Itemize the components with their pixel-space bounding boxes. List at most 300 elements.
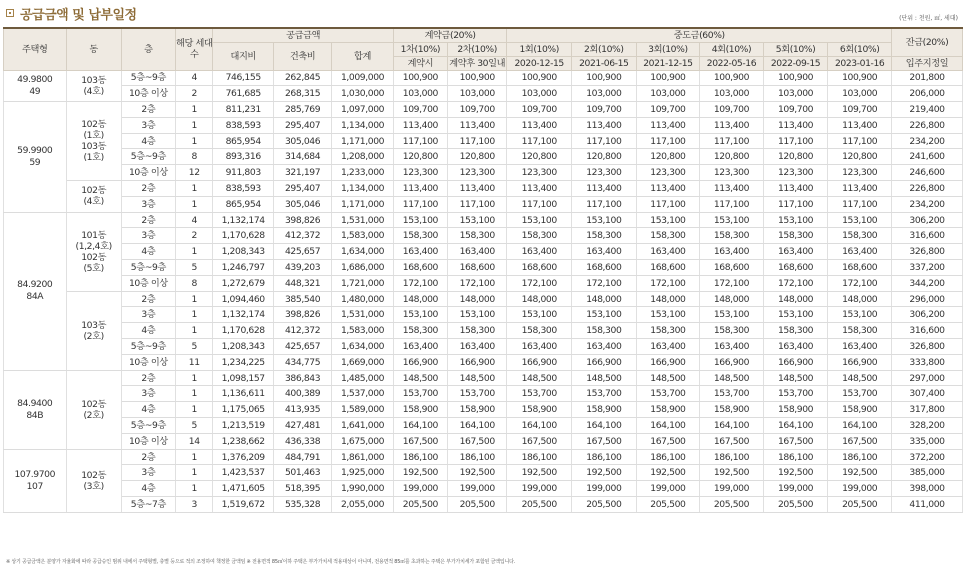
cell-middle5: 172,100 [763,275,828,291]
cell-total: 1,134,000 [332,181,394,197]
cell-total: 1,641,000 [332,418,394,434]
cell-building: 425,657 [273,339,331,355]
cell-households: 1 [175,323,213,339]
table-row [4,196,963,212]
cell-middle4: 120,800 [700,149,764,165]
cell-total: 1,669,000 [332,354,394,370]
cell-middle5: 158,900 [763,402,828,418]
cell-middle4: 109,700 [700,102,764,118]
cell-middle6: 123,300 [828,165,892,181]
cell-balance: 297,000 [892,370,963,386]
cell-middle2: 113,400 [572,181,637,197]
cell-floor: 2층 [121,102,175,118]
cell-deposit2: 100,900 [447,70,506,86]
cell-middle2: 100,900 [572,70,637,86]
cell-floor: 2층 [121,291,175,307]
cell-households: 1 [175,244,213,260]
cell-middle6: 117,100 [828,133,892,149]
cell-middle5: 158,300 [763,323,828,339]
cell-households: 1 [175,307,213,323]
cell-middle4: 117,100 [700,133,764,149]
cell-deposit1: 117,100 [393,133,447,149]
cell-middle2: 199,000 [572,481,637,497]
cell-deposit1: 113,400 [393,181,447,197]
cell-building: 434,775 [273,354,331,370]
table-row [4,354,963,370]
header-d3: 2021-12-15 [636,56,700,70]
cell-middle5: 168,600 [763,260,828,276]
table-row [4,181,963,197]
cell-total: 1,480,000 [332,291,394,307]
cell-deposit1: 163,400 [393,339,447,355]
cell-total: 1,925,000 [332,465,394,481]
cell-middle1: 153,100 [507,307,572,323]
cell-middle4: 148,000 [700,291,764,307]
header-m2: 2회(10%) [572,42,637,56]
cell-middle5: 120,800 [763,149,828,165]
cell-middle1: 163,400 [507,339,572,355]
cell-middle3: 192,500 [636,465,700,481]
cell-middle1: 103,000 [507,86,572,102]
header-type: 주택형 [4,28,67,70]
cell-middle1: 158,300 [507,323,572,339]
cell-deposit1: 186,100 [393,449,447,465]
cell-middle2: 167,500 [572,433,637,449]
cell-middle2: 158,300 [572,323,637,339]
cell-deposit2: 167,500 [447,433,506,449]
cell-total: 1,030,000 [332,86,394,102]
cell-middle4: 117,100 [700,196,764,212]
cell-deposit1: 109,700 [393,102,447,118]
cell-land: 811,231 [213,102,273,118]
table-row [4,418,963,434]
table-row [4,275,963,291]
table-row [4,117,963,133]
table-row [4,228,963,244]
table-row [4,291,963,307]
cell-middle1: 192,500 [507,465,572,481]
cell-middle1: 153,700 [507,386,572,402]
cell-middle6: 120,800 [828,149,892,165]
cell-land: 1,208,343 [213,244,273,260]
cell-households: 1 [175,465,213,481]
cell-middle6: 163,400 [828,339,892,355]
cell-building: 268,315 [273,86,331,102]
cell-dong: 103동 (2호) [66,291,121,370]
cell-deposit2: 168,600 [447,260,506,276]
cell-deposit1: 100,900 [393,70,447,86]
cell-building: 425,657 [273,244,331,260]
cell-total: 1,583,000 [332,323,394,339]
cell-households: 4 [175,70,213,86]
cell-deposit2: 117,100 [447,196,506,212]
header-deposit1: 1차(10%) [393,42,447,56]
cell-floor: 2층 [121,370,175,386]
cell-middle1: 100,900 [507,70,572,86]
cell-deposit1: 192,500 [393,465,447,481]
cell-building: 321,197 [273,165,331,181]
cell-middle4: 192,500 [700,465,764,481]
cell-deposit1: 148,000 [393,291,447,307]
cell-middle2: 120,800 [572,149,637,165]
cell-land: 1,272,679 [213,275,273,291]
cell-middle3: 168,600 [636,260,700,276]
page-title: 공급금액 및 납부일정 [20,8,137,23]
cell-type: 84.9400 84B [4,370,67,449]
cell-balance: 206,000 [892,86,963,102]
cell-land: 746,155 [213,70,273,86]
cell-middle5: 166,900 [763,354,828,370]
cell-total: 1,134,000 [332,117,394,133]
cell-building: 535,328 [273,497,331,513]
cell-middle1: 167,500 [507,433,572,449]
cell-households: 1 [175,196,213,212]
cell-middle4: 167,500 [700,433,764,449]
table-row [4,133,963,149]
header-m5: 5회(10%) [763,42,828,56]
table-row [4,149,963,165]
supply-price-table [3,27,963,513]
cell-building: 398,826 [273,307,331,323]
cell-total: 1,990,000 [332,481,394,497]
cell-balance: 246,600 [892,165,963,181]
cell-land: 1,208,343 [213,339,273,355]
cell-households: 2 [175,86,213,102]
cell-floor: 10층 이상 [121,354,175,370]
cell-land: 838,593 [213,117,273,133]
cell-middle2: 103,000 [572,86,637,102]
cell-balance: 326,800 [892,339,963,355]
table-row [4,70,963,86]
cell-middle2: 163,400 [572,339,637,355]
cell-deposit2: 163,400 [447,244,506,260]
cell-middle5: 113,400 [763,117,828,133]
header-m4: 4회(10%) [700,42,764,56]
cell-deposit1: 205,500 [393,497,447,513]
cell-middle2: 153,700 [572,386,637,402]
cell-households: 3 [175,497,213,513]
cell-middle3: 148,500 [636,370,700,386]
cell-middle3: 158,900 [636,402,700,418]
cell-deposit1: 113,400 [393,117,447,133]
cell-middle3: 120,800 [636,149,700,165]
cell-floor: 4층 [121,323,175,339]
cell-middle5: 163,400 [763,339,828,355]
footnote: ※ 상기 공급금액은 분양가 자율화에 따라 공급승인 범위 내에서 주택형별, 층별 등으로 적의 조정하여 책정한 금액임 ※ 전용면적 85㎡이하 주택은 부가가치세 적용대상이 아니며, 전용면적 85㎡를 초과하는 주택은 부가가치세가 포함된 금액입니다. [6,559,516,565]
cell-floor: 3층 [121,465,175,481]
cell-land: 1,519,672 [213,497,273,513]
cell-middle4: 164,100 [700,418,764,434]
cell-middle2: 172,100 [572,275,637,291]
cell-total: 1,721,000 [332,275,394,291]
cell-deposit1: 153,100 [393,307,447,323]
cell-balance: 234,200 [892,133,963,149]
cell-middle1: 158,300 [507,228,572,244]
header-building: 건축비 [273,42,331,70]
cell-building: 412,372 [273,323,331,339]
cell-middle4: 153,100 [700,212,764,228]
cell-households: 5 [175,260,213,276]
cell-balance: 316,600 [892,323,963,339]
table-row [4,370,963,386]
cell-households: 4 [175,212,213,228]
cell-deposit2: 172,100 [447,275,506,291]
cell-middle4: 113,400 [700,117,764,133]
cell-floor: 3층 [121,117,175,133]
cell-middle6: 148,000 [828,291,892,307]
cell-middle2: 163,400 [572,244,637,260]
table-row [4,165,963,181]
cell-middle3: 186,100 [636,449,700,465]
cell-middle3: 158,300 [636,228,700,244]
cell-dong: 103동 (4호) [66,70,121,102]
cell-floor: 10층 이상 [121,275,175,291]
cell-middle3: 199,000 [636,481,700,497]
cell-middle5: 117,100 [763,196,828,212]
cell-deposit2: 199,000 [447,481,506,497]
cell-middle3: 153,100 [636,212,700,228]
cell-middle5: 153,100 [763,212,828,228]
cell-middle3: 100,900 [636,70,700,86]
cell-floor: 4층 [121,481,175,497]
table-row [4,260,963,276]
cell-building: 295,407 [273,117,331,133]
cell-middle1: 113,400 [507,117,572,133]
cell-deposit2: 163,400 [447,339,506,355]
cell-middle2: 109,700 [572,102,637,118]
cell-middle6: 166,900 [828,354,892,370]
cell-total: 1,686,000 [332,260,394,276]
cell-households: 1 [175,117,213,133]
table-row [4,433,963,449]
cell-land: 1,376,209 [213,449,273,465]
cell-land: 838,593 [213,181,273,197]
cell-middle1: 117,100 [507,196,572,212]
cell-middle5: 192,500 [763,465,828,481]
cell-middle6: 100,900 [828,70,892,86]
header-d5: 2022-09-15 [763,56,828,70]
cell-middle4: 166,900 [700,354,764,370]
cell-dong: 102동 (2호) [66,370,121,449]
cell-land: 911,803 [213,165,273,181]
cell-households: 12 [175,165,213,181]
header-m6: 6회(10%) [828,42,892,56]
cell-land: 1,238,662 [213,433,273,449]
cell-balance: 316,600 [892,228,963,244]
square-bullet-icon [6,9,14,17]
cell-deposit2: 205,500 [447,497,506,513]
cell-households: 1 [175,449,213,465]
header-m1: 1회(10%) [507,42,572,56]
cell-deposit2: 166,900 [447,354,506,370]
cell-total: 1,485,000 [332,370,394,386]
cell-middle3: 153,700 [636,386,700,402]
cell-middle3: 117,100 [636,196,700,212]
cell-middle3: 163,400 [636,339,700,355]
cell-middle1: 148,500 [507,370,572,386]
cell-land: 865,954 [213,133,273,149]
cell-land: 1,175,065 [213,402,273,418]
cell-middle6: 168,600 [828,260,892,276]
cell-deposit2: 120,800 [447,149,506,165]
cell-floor: 5층~7층 [121,497,175,513]
cell-middle1: 120,800 [507,149,572,165]
cell-balance: 306,200 [892,212,963,228]
cell-middle1: 148,000 [507,291,572,307]
cell-middle1: 123,300 [507,165,572,181]
cell-middle6: 113,400 [828,181,892,197]
cell-middle5: 158,300 [763,228,828,244]
table-row [4,86,963,102]
cell-land: 1,246,797 [213,260,273,276]
cell-deposit1: 123,300 [393,165,447,181]
header-total: 합계 [332,42,394,70]
cell-floor: 3층 [121,386,175,402]
cell-building: 314,684 [273,149,331,165]
cell-middle5: 205,500 [763,497,828,513]
cell-middle3: 103,000 [636,86,700,102]
cell-middle5: 164,100 [763,418,828,434]
cell-middle3: 148,000 [636,291,700,307]
cell-deposit2: 113,400 [447,117,506,133]
cell-middle2: 153,100 [572,307,637,323]
cell-floor: 4층 [121,402,175,418]
header-d6: 2023-01-16 [828,56,892,70]
unit-note: (단위 : 천원, ㎡, 세대) [899,15,958,22]
cell-middle3: 123,300 [636,165,700,181]
table-row [4,339,963,355]
cell-balance: 296,000 [892,291,963,307]
cell-middle6: 153,100 [828,307,892,323]
cell-building: 400,389 [273,386,331,402]
cell-building: 262,845 [273,70,331,86]
cell-middle3: 117,100 [636,133,700,149]
cell-middle1: 163,400 [507,244,572,260]
cell-building: 436,338 [273,433,331,449]
cell-middle6: 167,500 [828,433,892,449]
header-m3: 3회(10%) [636,42,700,56]
cell-middle4: 163,400 [700,339,764,355]
cell-middle6: 164,100 [828,418,892,434]
cell-deposit1: 168,600 [393,260,447,276]
cell-type: 59.9900 59 [4,102,67,213]
cell-middle4: 158,900 [700,402,764,418]
cell-deposit1: 158,300 [393,323,447,339]
cell-type: 49.9800 49 [4,70,67,102]
cell-balance: 226,800 [892,181,963,197]
cell-building: 448,321 [273,275,331,291]
cell-total: 1,171,000 [332,196,394,212]
cell-balance: 226,800 [892,117,963,133]
cell-total: 1,531,000 [332,307,394,323]
cell-dong: 102동 (3호) [66,449,121,512]
table-row [4,497,963,513]
cell-middle1: 172,100 [507,275,572,291]
cell-households: 8 [175,149,213,165]
cell-building: 285,769 [273,102,331,118]
cell-middle2: 113,400 [572,117,637,133]
cell-balance: 337,200 [892,260,963,276]
cell-middle2: 123,300 [572,165,637,181]
cell-deposit1: 199,000 [393,481,447,497]
header-supply: 공급금액 [213,28,393,42]
table-row [4,212,963,228]
cell-deposit1: 158,300 [393,228,447,244]
cell-middle6: 109,700 [828,102,892,118]
cell-middle4: 172,100 [700,275,764,291]
cell-balance: 385,000 [892,465,963,481]
cell-land: 1,213,519 [213,418,273,434]
cell-middle3: 163,400 [636,244,700,260]
cell-middle4: 205,500 [700,497,764,513]
header-middle: 중도금(60%) [507,28,892,42]
cell-deposit2: 153,700 [447,386,506,402]
table-row [4,244,963,260]
header-dong: 동 [66,28,121,70]
cell-middle2: 153,100 [572,212,637,228]
cell-middle1: 153,100 [507,212,572,228]
cell-middle1: 205,500 [507,497,572,513]
cell-middle1: 186,100 [507,449,572,465]
cell-total: 1,531,000 [332,212,394,228]
cell-floor: 3층 [121,228,175,244]
cell-building: 385,540 [273,291,331,307]
cell-floor: 4층 [121,133,175,149]
cell-middle4: 163,400 [700,244,764,260]
cell-balance: 201,800 [892,70,963,86]
cell-land: 1,234,225 [213,354,273,370]
cell-deposit2: 158,900 [447,402,506,418]
cell-middle5: 113,400 [763,181,828,197]
cell-type: 84.9200 84A [4,212,67,370]
cell-balance: 307,400 [892,386,963,402]
cell-middle4: 158,300 [700,228,764,244]
cell-total: 1,233,000 [332,165,394,181]
cell-middle5: 109,700 [763,102,828,118]
cell-floor: 2층 [121,212,175,228]
cell-middle4: 158,300 [700,323,764,339]
cell-deposit1: 120,800 [393,149,447,165]
cell-middle6: 113,400 [828,117,892,133]
cell-middle4: 103,000 [700,86,764,102]
table-row [4,323,963,339]
cell-floor: 5층~9층 [121,339,175,355]
cell-deposit1: 158,900 [393,402,447,418]
cell-floor: 5층~9층 [121,149,175,165]
cell-middle3: 164,100 [636,418,700,434]
cell-middle3: 158,300 [636,323,700,339]
cell-building: 518,395 [273,481,331,497]
cell-middle6: 163,400 [828,244,892,260]
cell-land: 1,471,605 [213,481,273,497]
cell-total: 1,537,000 [332,386,394,402]
table-row [4,481,963,497]
header-deposit2-when: 계약후 30일내 [449,57,506,69]
cell-total: 1,097,000 [332,102,394,118]
section-header [0,0,966,27]
cell-middle3: 113,400 [636,181,700,197]
cell-households: 5 [175,339,213,355]
cell-middle6: 186,100 [828,449,892,465]
cell-middle4: 148,500 [700,370,764,386]
cell-floor: 3층 [121,196,175,212]
cell-total: 1,583,000 [332,228,394,244]
cell-total: 2,055,000 [332,497,394,513]
cell-middle5: 103,000 [763,86,828,102]
cell-middle6: 158,300 [828,228,892,244]
header-households: 해당 세대수 [175,28,213,70]
cell-deposit2: 153,100 [447,212,506,228]
